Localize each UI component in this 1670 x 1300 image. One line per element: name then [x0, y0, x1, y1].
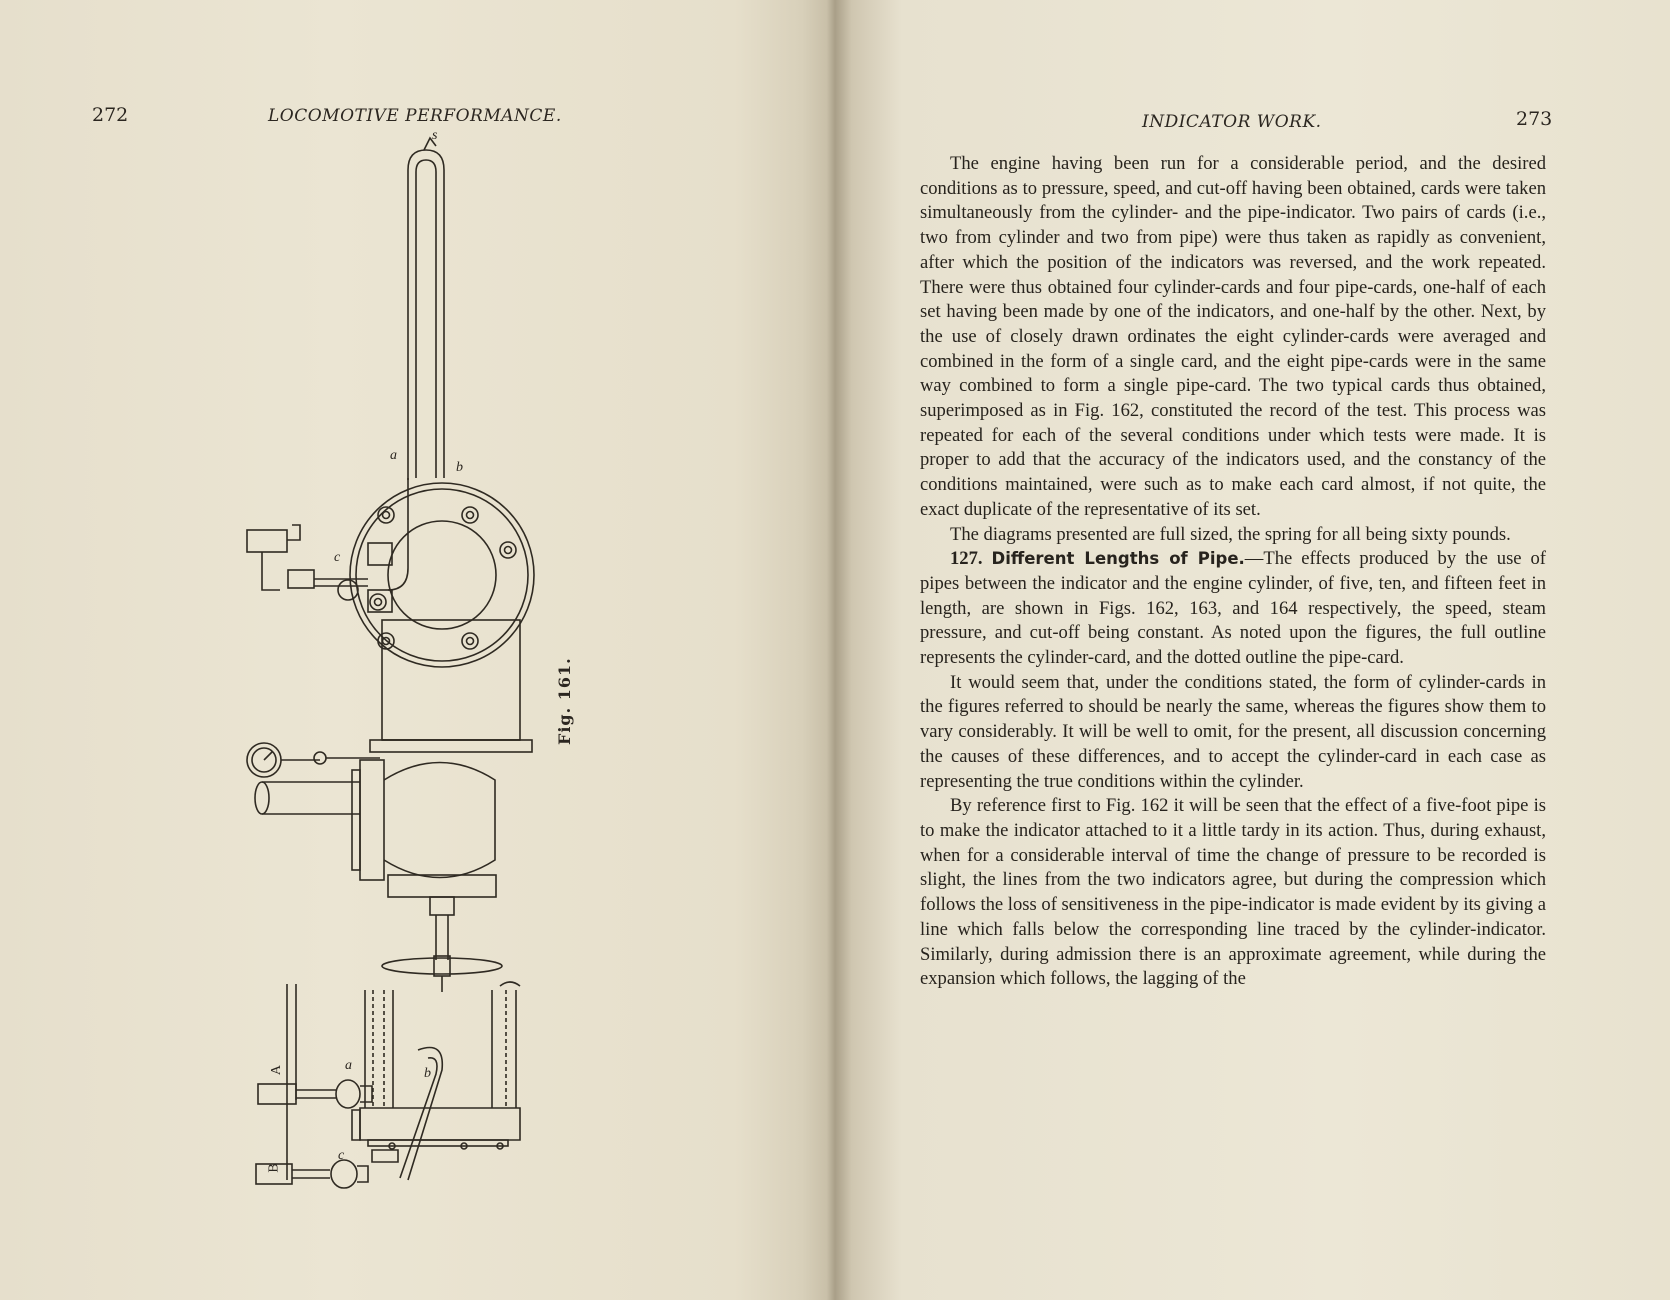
label-b-lower: b: [424, 1066, 431, 1081]
label-c-lower: c: [338, 1148, 345, 1163]
page-number-right: 273: [1516, 108, 1553, 130]
running-head-left: LOCOMOTIVE PERFORMANCE.: [268, 106, 562, 126]
pipe-indicator-drawing: [0, 0, 830, 1300]
section-title: Different Lengths of Pipe.: [991, 549, 1245, 569]
body-text: [920, 152, 1546, 992]
section-127: [920, 547, 1546, 671]
paragraph-1: The engine having been run for a considerable period, and the desired conditions as to pressure, speed, and cut-off having been obtained, cards were taken simultaneously from the cylinder- and the pipe-indicator. Two pairs of cards (i.e., two from cylinder and two from pipe) were thus taken as rapidly as convenient, after which the position of the indicators was reversed, and the work repeated. There were thus obtained four cylinder-cards and four pipe-cards, one-half of each set having been made by one of the indicators, and one-half by the other. Next, by the use of closely drawn ordinates the eight cylinder-cards were averaged and combined in the form of a single card, and the eight pipe-cards were in the same way combined to form a single pipe-card. The two typical cards thus obtained, superimposed as in Fig. 162, constituted the record of the test. This process was repeated for each of the several conditions under which tests were made. It is proper to add that the accuracy of the indicators used, and the constancy of the conditions maintained, were such as to make each card almost, if not quite, the exact duplicate of the representative of its set.: [920, 153, 1546, 520]
figure-161: [0, 0, 830, 1300]
label-a-upper: a: [390, 448, 397, 463]
left-page: [0, 0, 830, 1300]
page-number-left: 272: [92, 104, 129, 126]
label-A: A: [269, 1064, 285, 1076]
label-b-upper: b: [456, 460, 463, 475]
label-c-upper: c: [334, 550, 341, 565]
section-text: —The effects produced by the use of pipes between the indicator and the engine cylinder, of five, ten, and fifteen feet in length, are shown in Figs. 162, 163, and 164 respectively, the speed, steam pressure, and cut-off being constant. As noted upon the figures, the full outline represents the cylinder-card, and the dotted outline the pipe-card.: [920, 548, 1546, 669]
section-number: 127.: [950, 548, 983, 570]
running-head-right: INDICATOR WORK.: [1142, 112, 1322, 132]
label-s: s: [432, 128, 438, 143]
paragraph-2: The diagrams presented are full sized, the spring for all being sixty pounds.: [950, 523, 1511, 545]
label-a-lower: a: [345, 1058, 352, 1073]
label-B: B: [266, 1163, 282, 1173]
paragraph-4: By reference first to Fig. 162 it will be seen that the effect of a five-foot pipe is to make the indicator attached to it a little tardy in its action. Thus, during exhaust, when for a considerable interval of time the change of pressure to be recorded is slight, the lines from the two indicators agree, but during the compression which follows the loss of sensitiveness in the pipe-indicator is made evident by its giving a line which falls below the corresponding line traced by the cylinder-indicator. Similarly, during admission there is an approximate agreement, while during the expansion which follows, the lagging of the: [920, 795, 1546, 990]
paragraph-3: It would seem that, under the conditions stated, the form of cylinder-cards in the figures referred to should be nearly the same, whereas the figures show them to vary considerably. It will be well to omit, for the present, all discussion concerning the causes of these differences, and to accept the cylinder-card in each case as representing the true conditions within the cylinder.: [920, 671, 1546, 792]
figure-caption: Fig. 161.: [555, 657, 574, 745]
